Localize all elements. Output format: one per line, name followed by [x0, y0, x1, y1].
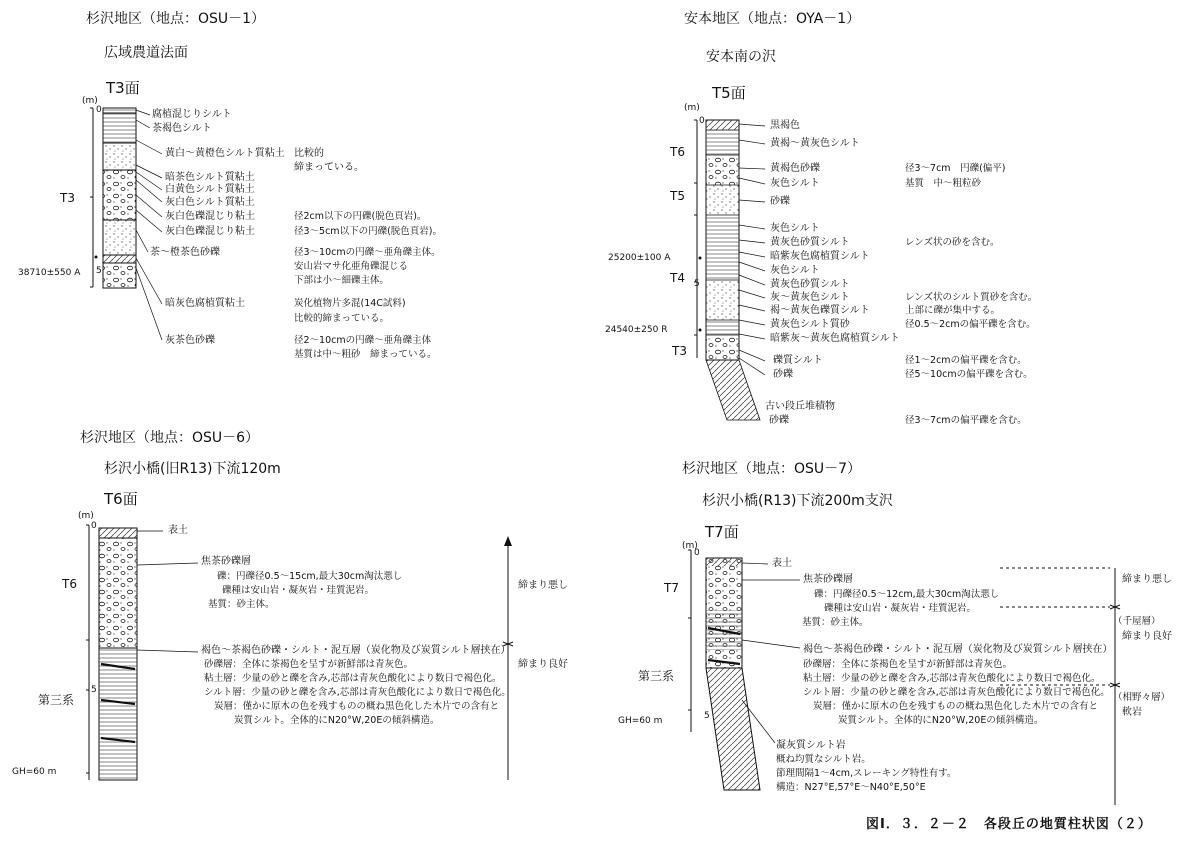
- osu1-layer-name: 黄白～黄橙色シルト質粘土: [165, 148, 285, 159]
- oya1-date-a: 25200±100 A: [608, 253, 671, 263]
- oya1-terrace: T3: [672, 344, 687, 358]
- oya1-old-desc: 径3～7cmの偏平礫を含む。: [905, 415, 1027, 426]
- oya1-layer-name: 褐～黄灰色礫質シルト: [770, 305, 870, 316]
- osu1-layer-desc: 締まっている。: [294, 162, 364, 173]
- osu7-l1-d1: 礫：円礫径0.5～12cm,最大30cm淘汰悪し: [814, 589, 1000, 600]
- osu1-layer-desc: 径3～10cmの円礫～亜角礫主体。: [294, 247, 441, 258]
- osu6-gh: GH=60 m: [12, 767, 57, 777]
- osu1-layer-name: 灰茶色砂礫: [165, 335, 215, 346]
- oya1-layer-name: 暗紫灰～黄灰色腐植質シルト: [770, 333, 900, 344]
- oya1-layer-name: 黄灰色砂質シルト: [770, 237, 850, 248]
- osu7-l2: 褐色～茶褐色砂礫・シルト・泥互層（炭化物及び炭質シルト層挟在）: [803, 644, 1113, 655]
- osu6-l1-d3: 基質：砂主体。: [208, 599, 275, 610]
- oya1-surface: T5面: [712, 84, 746, 102]
- osu6-unit-t6: T6: [62, 577, 77, 591]
- osu1-unit: (m): [82, 96, 98, 106]
- oya1-tick0: 0: [699, 116, 705, 126]
- osu6-l2-d4: 炭層：僅かに原木の色を残すものの概ね黒色化した木片での含有と: [214, 701, 500, 712]
- osu1-layer-desc: 安山岩マサ化亜角礫混じる: [294, 261, 409, 272]
- osu7-aino: （相野々層）: [1113, 692, 1171, 703]
- osu1-site: 広域農道法面: [104, 45, 188, 61]
- osu6-l2: 褐色～茶褐色砂礫・シルト・泥互層（炭化物及び炭質シルト層挟在）: [201, 645, 511, 656]
- osu6-unit: (m): [78, 511, 94, 521]
- osu6-l2-d2: 粘土層：少量の砂と礫を含み,芯部は青灰色酸化により数日で褐色化。: [204, 673, 502, 684]
- oya1-layer-name: 砂礫: [770, 196, 790, 207]
- oya1-layer-desc: 径0.5～2cmの偏平礫を含む。: [905, 319, 1036, 330]
- osu1-layer-name: 暗灰色腐植質粘土: [165, 298, 245, 309]
- oya1-date-r: 24540±250 R: [605, 325, 668, 335]
- osu6-l2-d1: 砂礫層：全体に茶褐色を呈すが新鮮部は青灰色。: [204, 659, 414, 670]
- osu6-tight: 締まり良好: [518, 659, 568, 670]
- osu7-senya: （千屋層）: [1113, 616, 1161, 627]
- oya1-layer-name: 黄褐色砂礫: [770, 163, 820, 174]
- osu1-layer-desc: 径3～5cm以下の円礫(脱色頁岩)。: [294, 226, 442, 237]
- figure-caption: 図Ⅰ．３．２－２ 各段丘の地質柱状図（２）: [866, 817, 1152, 832]
- oya1-site: 安本南の沢: [706, 49, 776, 65]
- oya1-tick5: 5: [694, 279, 700, 289]
- osu7-tick5: 5: [704, 711, 710, 721]
- oya1-terrace: T6: [670, 145, 685, 159]
- osu1-layer-name: 灰白色シルト質粘土: [165, 197, 255, 208]
- osu7-l2-d3: シルト層：少量の砂と礫を含み,芯部は青灰色酸化により数日で褐色化。: [803, 687, 1110, 698]
- osu1-terrace: T3: [60, 191, 75, 205]
- osu7-l1: 焦茶砂礫層: [803, 574, 853, 585]
- osu1-layer-desc: 比較的: [294, 148, 324, 159]
- osu6-l1-d1: 礫：円礫径0.5～15cm,最大30cm淘汰悪し: [217, 571, 403, 582]
- oya1-layer-desc: 基質 中～粗粒砂: [905, 178, 982, 189]
- osu1-layer-desc: 比較的締まっている。: [294, 313, 390, 324]
- oya1-old-gravel: 砂礫: [769, 415, 789, 426]
- osu1-layer-name: 茶～橙茶色砂礫: [150, 247, 220, 258]
- osu1-tick5: 5: [96, 266, 102, 276]
- osu6-l2-d3: シルト層：少量の砂と礫を含み,芯部は青灰色酸化により数日で褐色化。: [204, 687, 511, 698]
- osu7-tight: 締まり良好: [1122, 631, 1172, 642]
- osu7-unit-tertiary: 第三系: [638, 669, 675, 683]
- osu7-l3-d1: 概ね均質なシルト岩。: [776, 754, 871, 765]
- oya1-layer-name: 礫質シルト: [773, 355, 823, 366]
- osu1-layer-name: 白黄色シルト質粘土: [165, 184, 255, 195]
- oya1-layer-desc: 径3～7cm 円礫(偏平): [905, 163, 1006, 174]
- oya1-old-deposit: 古い段丘堆積物: [765, 401, 835, 412]
- oya1-terrace: T5: [670, 189, 685, 203]
- oya1-terrace: T4: [670, 271, 685, 285]
- oya1-layer-desc: レンズ状の砂を含む。: [905, 237, 1000, 248]
- osu7-l3: 凝灰質シルト岩: [776, 740, 846, 751]
- oya1-layer-desc: レンズ状のシルト質砂を含む。: [905, 292, 1038, 303]
- osu6-unit-tertiary: 第三系: [38, 693, 75, 707]
- osu7-l2-d4: 炭層：僅かに原木の色を残すものの概ね黒色化した木片での含有と: [813, 701, 1099, 712]
- oya1-title: 安本地区（地点：OYA－1）: [684, 11, 861, 27]
- osu1-layer-desc: 基質は中～粗砂 締まっている。: [294, 349, 437, 360]
- oya1-layer-name: 灰色シルト: [770, 265, 820, 276]
- oya1-unit: (m): [684, 103, 700, 113]
- osu1-layer-desc: 下部は小～細礫主体。: [294, 275, 390, 286]
- oya1-layer-name: 黒褐色: [770, 120, 800, 131]
- osu1-layer-desc: 径2～10cmの円礫～亜角礫主体: [294, 335, 432, 346]
- osu1-layer-desc: 径2cm以下の円礫(脱色頁岩)。: [294, 211, 427, 222]
- osu1-date: 38710±550 A: [18, 268, 81, 278]
- osu7-unit-t7: T7: [664, 581, 679, 595]
- oya1-layer-name: 灰色シルト: [770, 178, 820, 189]
- osu7-site: 杉沢小橋(R13)下流200m支沢: [702, 493, 893, 509]
- osu1-layer-name: 灰白色礫混じり粘土: [165, 226, 255, 237]
- osu1-layer-name: 茶褐色シルト: [152, 123, 212, 134]
- osu7-soft: 軟岩: [1122, 707, 1142, 718]
- oya1-layer-desc: 径1～2cmの偏平礫を含む。: [905, 355, 1027, 366]
- osu7-unit: (m): [682, 541, 698, 551]
- osu7-l2-d1: 砂礫層：全体に茶褐色を呈すが新鮮部は青灰色。: [803, 659, 1013, 670]
- oya1-layer-name: 灰～黄灰色シルト: [770, 292, 850, 303]
- osu6-title: 杉沢地区（地点：OSU－6）: [80, 430, 260, 446]
- osu7-loose: 締まり悪し: [1122, 574, 1172, 585]
- osu6-tick0: 0: [91, 521, 97, 531]
- osu7-topsoil: 表土: [772, 558, 792, 569]
- osu7-l2-d2: 粘土層：少量の砂と礫を含み,芯部は青灰色酸化により数日で褐色化。: [803, 673, 1101, 684]
- osu1-surface: T3面: [106, 79, 140, 97]
- oya1-layer-name: 暗紫灰色腐植質シルト: [770, 251, 870, 262]
- osu7-l1-d2: 礫種は安山岩・凝灰岩・珪質泥岩。: [824, 603, 977, 614]
- osu6-l1: 焦茶砂礫層: [201, 556, 251, 567]
- osu6-tick5: 5: [91, 685, 97, 695]
- oya1-layer-desc: 上部に礫が集中する。: [905, 305, 1001, 316]
- osu1-layer-name: 灰白色礫混じり粘土: [165, 211, 255, 222]
- osu6-topsoil: 表土: [168, 525, 188, 536]
- osu1-column: [90, 105, 162, 340]
- osu7-l1-d3: 基質：砂主体。: [802, 617, 869, 628]
- osu1-title: 杉沢地区（地点：OSU－1）: [86, 11, 266, 27]
- osu1-layer-desc: 炭化植物片多混(14C試料): [294, 298, 406, 309]
- oya1-column: [694, 120, 765, 420]
- oya1-layer-desc: 径5～10cmの偏平礫を含む。: [905, 369, 1033, 380]
- osu6-l1-d2: 礫種は安山岩・凝灰岩・珪質泥岩。: [222, 585, 375, 596]
- osu7-surface: T7面: [705, 523, 739, 541]
- osu1-layer-name: 腐植混じりシルト: [152, 109, 232, 120]
- osu6-site: 杉沢小橋(旧R13)下流120m: [104, 461, 281, 477]
- osu7-l3-d3: 構造：N27°E,57°E～N40°E,50°E: [776, 782, 926, 793]
- osu7-gh: GH=60 m: [618, 716, 663, 726]
- oya1-layer-name: 砂礫: [773, 369, 793, 380]
- oya1-layer-name: 黄灰色砂質シルト: [770, 279, 850, 290]
- osu6-loose: 締まり悪し: [518, 580, 568, 591]
- osu7-l2-d5: 炭質シルト。全体的にN20°W,20Eの傾斜構造。: [838, 715, 1044, 726]
- oya1-layer-name: 黄褐～黄灰色シルト: [770, 138, 860, 149]
- osu7-tick0: 0: [694, 548, 700, 558]
- osu6-l2-d5: 炭質シルト。全体的にN20°W,20Eの傾斜構造。: [234, 715, 440, 726]
- osu7-title: 杉沢地区（地点：OSU－7）: [682, 461, 862, 477]
- oya1-layer-name: 灰色シルト: [770, 223, 820, 234]
- osu1-layer-name: 暗茶色シルト質粘土: [165, 172, 255, 183]
- osu6-surface: T6面: [104, 490, 138, 508]
- osu7-l3-d2: 節理間隔1～4cm,スレーキング特性有す。: [776, 768, 957, 779]
- osu1-tick0: 0: [96, 105, 102, 115]
- oya1-layer-name: 黄灰色シルト質砂: [770, 319, 850, 330]
